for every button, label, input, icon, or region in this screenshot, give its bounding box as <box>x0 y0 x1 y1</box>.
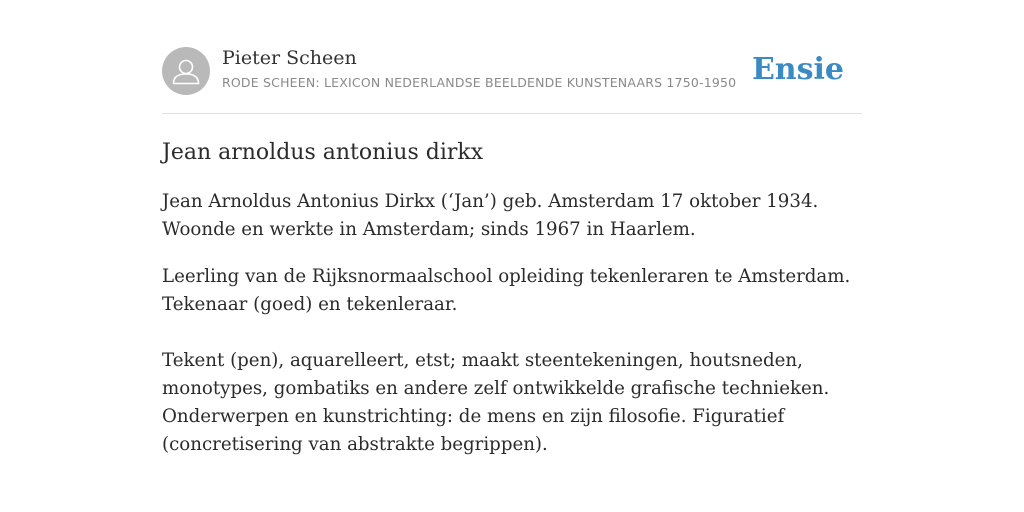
article-paragraph-3: Tekent (pen), aquarelleert, etst; maakt steentekeningen, houtsneden, monotypes, gombatiks en andere zelf ontwikkelde grafische technieken. Onderwerpen en kunstrichting: de mens en zijn filosofie. Figuratief (concretisering van abstrakte begrippen). <box>162 350 830 455</box>
source-title[interactable]: RODE SCHEEN: LEXICON NEDERLANDSE BEELDENDE KUNSTENAARS 1750-1950 <box>222 75 737 90</box>
article-paragraph-2: Leerling van de Rijksnormaalschool opleiding tekenleraren te Amsterdam. Tekenaar (goed) en tekenleraar. <box>162 266 851 315</box>
author-avatar[interactable] <box>162 47 210 95</box>
article-container <box>162 46 862 459</box>
article-paragraph-1: Jean Arnoldus Antonius Dirkx (‘Jan’) geb. Amsterdam 17 oktober 1934. Woonde en werkte in Amsterdam; sinds 1967 in Haarlem. <box>162 191 819 240</box>
article-header <box>162 46 862 114</box>
ensie-logo[interactable]: Ensie <box>751 52 844 87</box>
user-icon <box>162 47 210 95</box>
article-title: Jean arnoldus antonius dirkx <box>162 140 484 165</box>
author-name[interactable]: Pieter Scheen <box>222 47 357 69</box>
